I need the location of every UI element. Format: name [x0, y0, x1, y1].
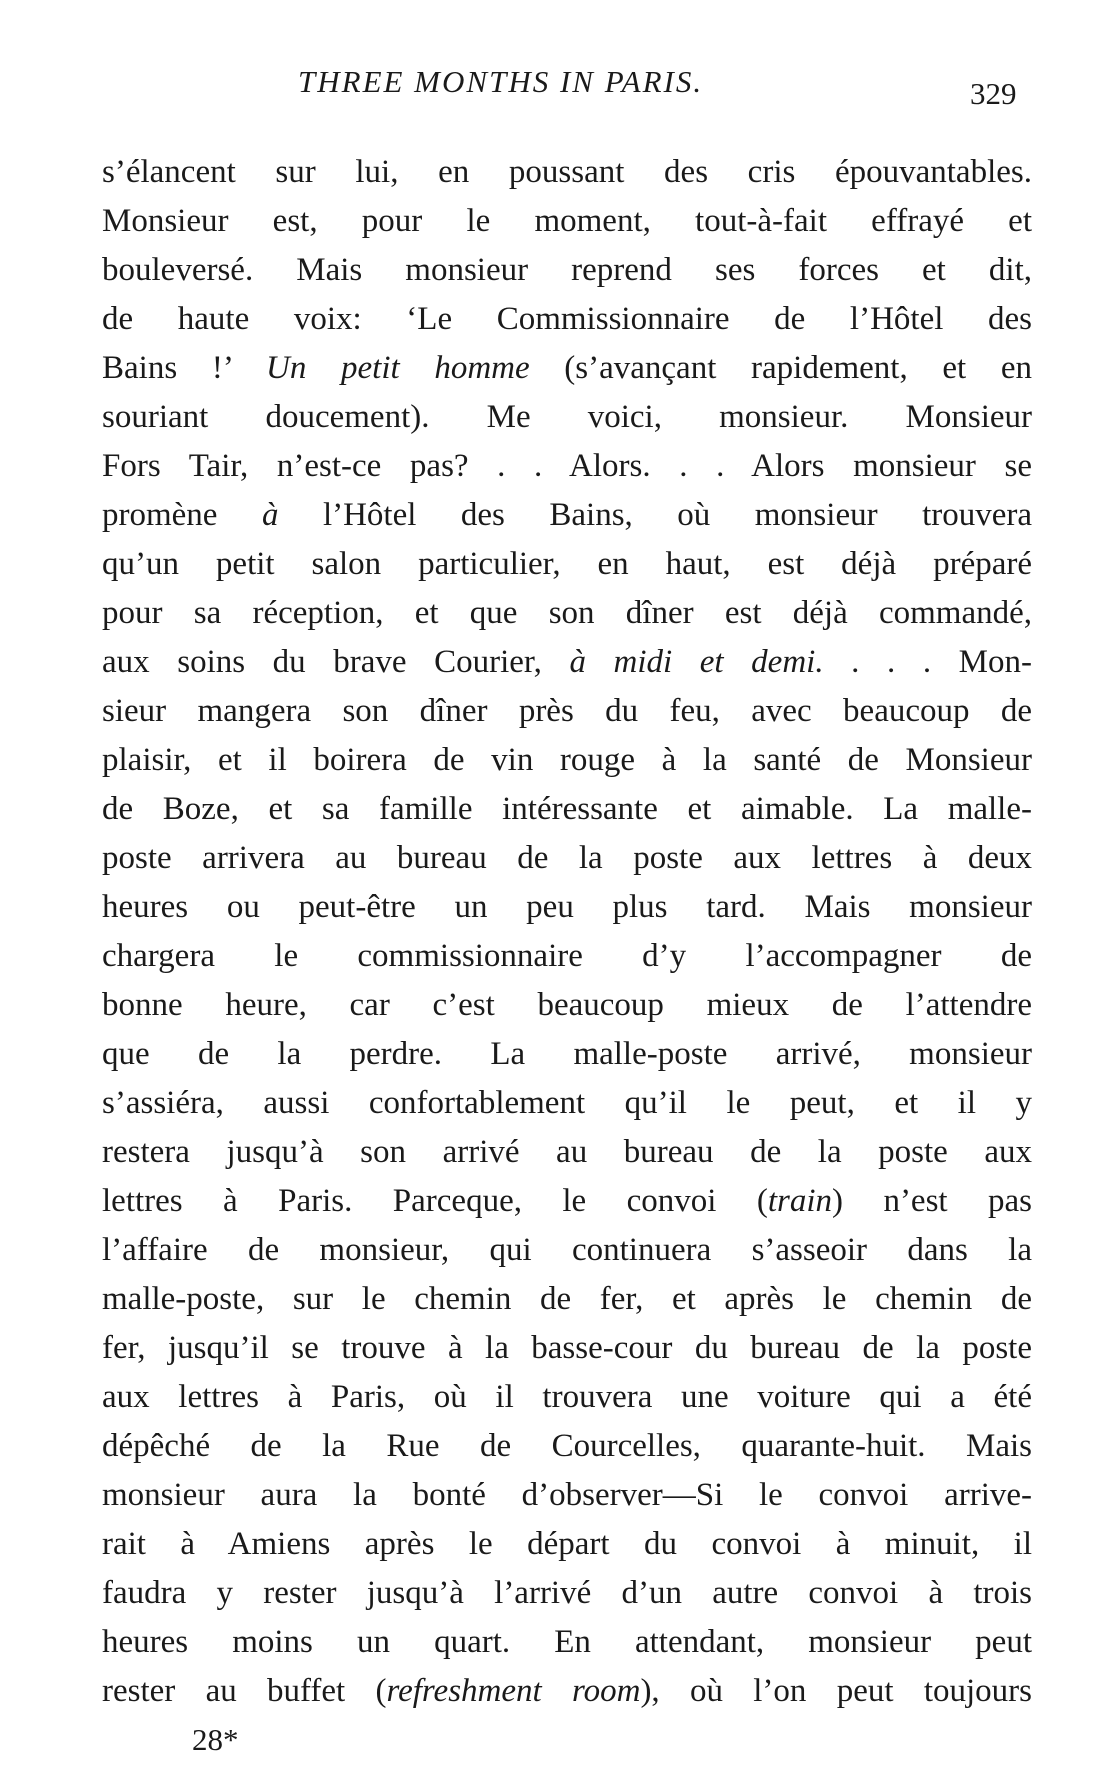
italic-phrase: refreshment room — [386, 1673, 641, 1709]
text-line — [102, 1275, 1032, 1324]
text-segment: de Boze, et sa famille intéressante et aimable. La malle- — [102, 791, 1032, 827]
page-number: 329 — [970, 76, 1017, 111]
text-segment: heures ou peut-être un peu plus tard. Mais monsieur — [102, 889, 1032, 925]
text-segment: sieur mangera son dîner près du feu, avec beaucoup de — [102, 693, 1032, 729]
text-segment: plaisir, et il boirera de vin rouge à la santé de Monsieur — [102, 742, 1032, 778]
text-line — [102, 687, 1032, 736]
text-segment: Monsieur est, pour le moment, tout-à-fait effrayé et — [102, 203, 1032, 239]
text-segment: ) n’est pas — [832, 1183, 1032, 1219]
text-segment: l’affaire de monsieur, qui continuera s’asseoir dans la — [102, 1232, 1032, 1268]
text-line — [102, 638, 1032, 687]
text-segment: qu’un petit salon particulier, en haut, est déjà préparé — [102, 546, 1032, 582]
text-segment: aux soins du brave Courier, — [102, 644, 570, 680]
text-line — [102, 148, 1032, 197]
text-segment: monsieur aura la bonté d’observer—Si le convoi arrive- — [102, 1477, 1032, 1513]
text-segment: fer, jusqu’il se trouve à la basse-cour du bureau de la poste — [102, 1330, 1032, 1366]
text-line — [102, 932, 1032, 981]
text-line — [102, 1618, 1032, 1667]
text-segment: malle-poste, sur le chemin de fer, et après le chemin de — [102, 1281, 1032, 1317]
text-line — [102, 1373, 1032, 1422]
text-segment: pour sa réception, et que son dîner est déjà commandé, — [102, 595, 1032, 631]
text-segment: promène — [102, 497, 262, 533]
text-segment: aux lettres à Paris, où il trouvera une voiture qui a été — [102, 1379, 1032, 1415]
text-line — [102, 491, 1032, 540]
text-segment: l’Hôtel des Bains, où monsieur trouvera — [278, 497, 1032, 533]
text-segment: lettres à Paris. Parceque, le convoi ( — [102, 1183, 768, 1219]
text-line — [102, 1030, 1032, 1079]
text-segment: rait à Amiens après le départ du convoi à minuit, il — [102, 1526, 1032, 1562]
text-segment: heures moins un quart. En attendant, monsieur peut — [102, 1624, 1032, 1660]
text-segment: faudra y rester jusqu’à l’arrivé d’un autre convoi à trois — [102, 1575, 1032, 1611]
text-segment: Fors Tair, n’est-ce pas? . . Alors. . . Alors monsieur se — [102, 448, 1032, 484]
text-segment: rester au buffet ( — [102, 1673, 387, 1709]
text-line — [102, 246, 1032, 295]
italic-phrase: à midi et demi. — [569, 644, 824, 680]
text-line — [102, 1569, 1032, 1618]
text-line — [102, 1471, 1032, 1520]
text-segment: . . . Mon- — [823, 644, 1032, 680]
text-line — [102, 1667, 1032, 1716]
text-line — [102, 1079, 1032, 1128]
text-line — [102, 1226, 1032, 1275]
text-segment: bouleversé. Mais monsieur reprend ses forces et dit, — [102, 252, 1032, 288]
signature-mark: 28* — [192, 1722, 239, 1757]
italic-phrase: Un petit homme — [266, 350, 530, 386]
text-segment: chargera le commissionnaire d’y l’accompagner de — [102, 938, 1032, 974]
text-line — [102, 834, 1032, 883]
text-segment: restera jusqu’à son arrivé au bureau de la poste aux — [102, 1134, 1032, 1170]
text-segment: Bains !’ — [102, 350, 267, 386]
text-line — [102, 442, 1032, 491]
text-line — [102, 1324, 1032, 1373]
text-line — [102, 1128, 1032, 1177]
text-line — [102, 197, 1032, 246]
text-line — [102, 295, 1032, 344]
text-line — [102, 1520, 1032, 1569]
text-segment: que de la perdre. La malle-poste arrivé, monsieur — [102, 1036, 1032, 1072]
text-line — [102, 344, 1032, 393]
text-segment: ), où l’on peut toujours — [640, 1673, 1032, 1709]
italic-phrase: train — [767, 1183, 833, 1219]
text-line — [102, 393, 1032, 442]
text-line — [102, 883, 1032, 932]
body-text — [102, 148, 1032, 1716]
text-segment: souriant doucement). Me voici, monsieur. Monsieur — [102, 399, 1032, 435]
text-segment: s’assiéra, aussi confortablement qu’il le peut, et il y — [102, 1085, 1032, 1121]
text-segment: (s’avançant rapidement, et en — [529, 350, 1032, 386]
text-line — [102, 785, 1032, 834]
running-title: THREE MONTHS IN PARIS. — [298, 64, 704, 99]
text-line — [102, 1177, 1032, 1226]
text-segment: dépêché de la Rue de Courcelles, quarante-huit. Mais — [102, 1428, 1032, 1464]
text-segment: poste arrivera au bureau de la poste aux lettres à deux — [102, 840, 1032, 876]
text-segment: de haute voix: ‘Le Commissionnaire de l’Hôtel des — [102, 301, 1032, 337]
text-segment: s’élancent sur lui, en poussant des cris épouvantables. — [102, 154, 1032, 190]
italic-phrase: à — [261, 497, 279, 533]
text-line — [102, 589, 1032, 638]
text-segment: bonne heure, car c’est beaucoup mieux de l’attendre — [102, 987, 1032, 1023]
text-line — [102, 981, 1032, 1030]
text-line — [102, 540, 1032, 589]
text-line — [102, 736, 1032, 785]
text-line — [102, 1422, 1032, 1471]
